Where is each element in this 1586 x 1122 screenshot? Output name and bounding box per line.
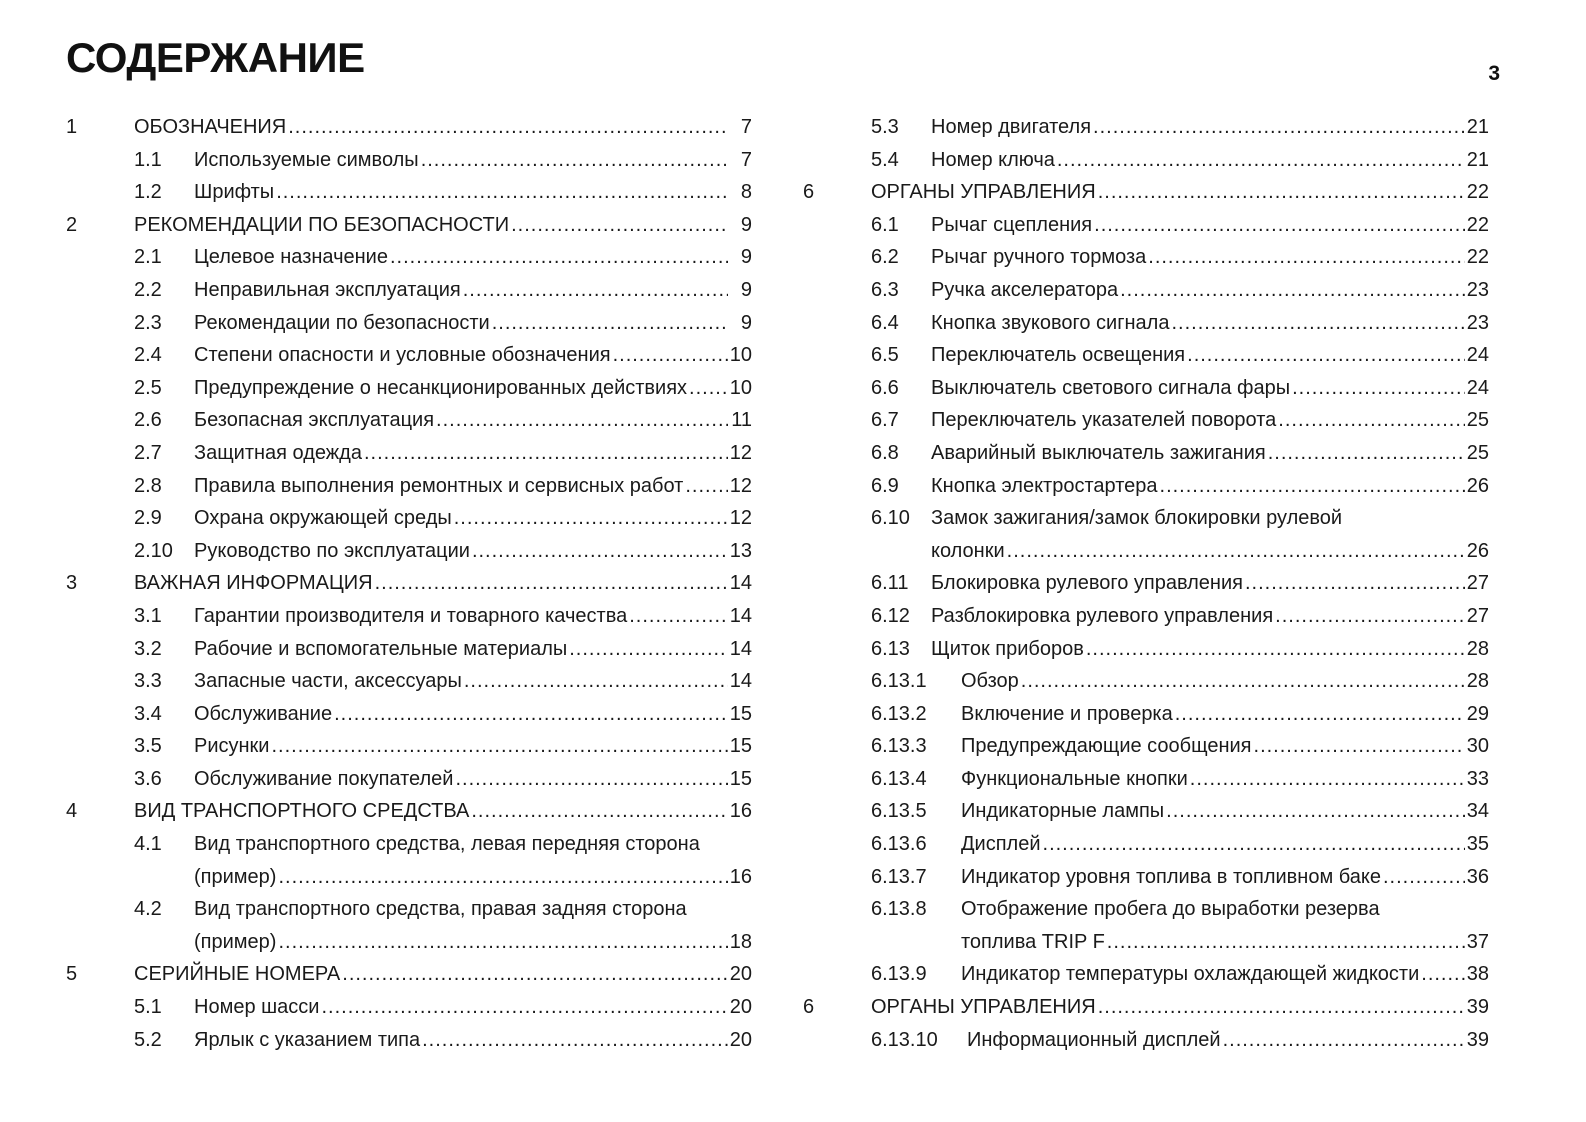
toc-entry-number: 3.6: [134, 767, 162, 790]
toc-entry-label: РЕКОМЕНДАЦИИ ПО БЕЗОПАСНОСТИ: [134, 213, 510, 236]
toc-entry-page: 25: [1466, 441, 1489, 464]
toc-entry-label: Переключатель освещения: [931, 344, 1186, 367]
toc-entry-number: 3.5: [134, 735, 162, 758]
toc-entry-number: 6.13.7: [871, 865, 927, 888]
toc-entry-label: Вид транспортного средства, левая передняя сторона: [194, 833, 700, 856]
toc-entry-number: 4.2: [134, 898, 162, 921]
toc-entry-label: Запасные части, аксессуары: [194, 670, 462, 693]
toc-entry-label: Кнопка звукового сигнала: [931, 311, 1170, 334]
dot-leader: [276, 176, 728, 209]
page-number: 3: [1488, 62, 1500, 85]
dot-leader: [271, 730, 727, 763]
dot-leader: [278, 926, 727, 959]
toc-entry-label: Рисунки: [194, 735, 270, 758]
toc-entry-page: 12: [729, 474, 752, 497]
toc-entry-page: 8: [740, 181, 752, 204]
dot-leader: [464, 665, 728, 698]
toc-entry-page: 22: [1466, 181, 1489, 204]
toc-entry-page: 7: [740, 116, 752, 138]
toc-entry-label: ВАЖНАЯ ИНФОРМАЦИЯ: [134, 572, 373, 595]
toc-entry-label: Правила выполнения ремонтных и сервисных работ: [194, 474, 684, 497]
dot-leader: [390, 241, 728, 274]
toc-entry-number: 2.3: [134, 311, 162, 334]
toc-entry-page: 30: [1466, 735, 1489, 758]
toc-entry-page: 23: [1466, 311, 1489, 334]
dot-leader: [1245, 567, 1465, 600]
dot-leader: [321, 991, 727, 1024]
toc-entry-page: 13: [729, 539, 752, 562]
toc-entry-label: Охрана окружающей среды: [194, 507, 452, 530]
toc-entry-page: 26: [1466, 474, 1489, 497]
dot-leader: [288, 111, 728, 144]
toc-entry-page: 25: [1466, 409, 1489, 432]
toc-entry-page: 27: [1466, 604, 1489, 627]
toc-entry-number: 6: [803, 996, 815, 1019]
toc-entry-label: Безопасная эксплуатация: [194, 409, 435, 432]
toc-entry-label: Шрифты: [194, 181, 275, 204]
dot-leader: [1098, 176, 1465, 209]
dot-leader: [1278, 404, 1464, 437]
toc-entry-label: Обзор: [961, 670, 1019, 693]
toc-entry-number: 6.13.2: [871, 702, 927, 725]
toc-entry-label: Разблокировка рулевого управления: [931, 604, 1274, 627]
dot-leader: [1160, 470, 1465, 503]
toc-entry-label: ВИД ТРАНСПОРТНОГО СРЕДСТВА: [134, 800, 470, 823]
toc-entry-page: 14: [729, 637, 752, 660]
toc-entry-page: 26: [1466, 539, 1489, 562]
toc-entry-label: Руководство по эксплуатации: [194, 539, 470, 562]
toc-entry-label: Индикаторные лампы: [961, 800, 1165, 823]
dot-leader: [1120, 274, 1465, 307]
toc-entry-page: 15: [729, 767, 752, 790]
toc-entry-page: 20: [729, 1028, 752, 1051]
toc-entry-page: 22: [1466, 246, 1489, 269]
toc-entry-label: Индикатор уровня топлива в топливном баке: [961, 865, 1381, 888]
toc-entry-number: 4: [66, 800, 78, 823]
toc-entry-label: топлива TRIP F: [961, 930, 1105, 953]
toc-entry-number: 5.1: [134, 996, 162, 1019]
toc-entry-number: 6.13.10: [871, 1028, 938, 1051]
toc-entry-label: Выключатель светового сигнала фары: [931, 376, 1291, 399]
toc-entry-number: 6.9: [871, 474, 899, 497]
toc-entry-label: Блокировка рулевого управления: [931, 572, 1243, 595]
toc-entry-number: 2.8: [134, 474, 162, 497]
toc-entry-number: 5: [66, 963, 78, 986]
toc-entry-page: 18: [729, 930, 752, 953]
toc-entry-number: 2.2: [134, 278, 162, 301]
toc-entry-label: Функциональные кнопки: [961, 767, 1188, 790]
toc-entry-number: 1.2: [134, 181, 162, 204]
dot-leader: [1057, 144, 1465, 177]
dot-leader: [1166, 795, 1465, 828]
toc-entry-page: 14: [729, 604, 752, 627]
toc-entry-label: Рычаг сцепления: [931, 213, 1093, 236]
toc-entry-label: Рычаг ручного тормоза: [931, 246, 1147, 269]
toc-entry-label: Переключатель указателей поворота: [931, 409, 1277, 432]
dot-leader: [629, 600, 728, 633]
toc-entry-number: 6.2: [871, 246, 899, 269]
toc-entry-label: Включение и проверка: [961, 702, 1173, 725]
toc-entry-page: 10: [729, 344, 752, 367]
toc-entry-page: 39: [1466, 1028, 1489, 1051]
toc-entry-label: Рабочие и вспомогательные материалы: [194, 637, 568, 660]
toc-entry-number: 3.2: [134, 637, 162, 660]
dot-leader: [1254, 730, 1465, 763]
toc-entry-page: 15: [729, 735, 752, 758]
dot-leader: [511, 209, 728, 242]
toc-entry-page: 21: [1466, 148, 1489, 171]
dot-leader: [342, 958, 727, 991]
toc-entry-page: 14: [729, 670, 752, 693]
toc-entry-page: 16: [729, 865, 752, 888]
toc-entry-number: 6.13.3: [871, 735, 927, 758]
dot-leader: [1021, 665, 1465, 698]
toc-entry-number: 5.2: [134, 1028, 162, 1051]
dot-leader: [278, 861, 727, 894]
toc-entry-page: 24: [1466, 376, 1489, 399]
toc-entry-page: 33: [1466, 767, 1489, 790]
toc-entry-label: Степени опасности и условные обозначения: [194, 344, 611, 367]
toc-entry-number: 2.5: [134, 376, 162, 399]
toc-entry-page: 29: [1466, 702, 1489, 725]
toc-entry-number: 6.3: [871, 278, 899, 301]
toc-entry-label: Номер шасси: [194, 996, 320, 1019]
toc-entry-label: колонки: [931, 539, 1005, 562]
dot-leader: [422, 1024, 728, 1057]
toc-entry-number: 2.7: [134, 441, 162, 464]
toc-entry-page: 35: [1466, 833, 1489, 856]
toc-entry-number: 6.10: [871, 507, 910, 530]
toc-entry-page: 14: [729, 572, 752, 595]
dot-leader: [1107, 926, 1465, 959]
toc-entry-page: 23: [1466, 278, 1489, 301]
toc-entry-page: 7: [740, 148, 752, 171]
toc-entry-page: 20: [729, 996, 752, 1019]
toc-entry-page: 34: [1466, 800, 1489, 823]
toc-entry-label: Номер двигателя: [931, 116, 1092, 138]
toc-entry-number: 3: [66, 572, 78, 595]
toc-entry-number: 4.1: [134, 833, 162, 856]
toc-entry-label: Замок зажигания/замок блокировки рулевой: [931, 507, 1343, 530]
toc-entry-number: 6.11: [871, 572, 909, 595]
dot-leader: [1171, 307, 1464, 340]
toc-entry-page: 11: [731, 409, 752, 432]
toc-entry-number: 2.4: [134, 344, 162, 367]
toc-entry-number: 2.1: [134, 246, 162, 269]
toc-entry-label: Обслуживание: [194, 702, 333, 725]
toc-entry-label: Защитная одежда: [194, 441, 362, 464]
toc-entry-label: (пример): [194, 865, 277, 888]
dot-leader: [1421, 958, 1464, 991]
dot-leader: [1043, 828, 1465, 861]
toc-entry-number: 6.6: [871, 376, 899, 399]
toc-entry-number: 2.9: [134, 507, 162, 530]
toc-entry-number: 1.1: [134, 148, 162, 171]
toc-entry-page: 9: [740, 213, 752, 236]
toc-entry-label: Номер ключа: [931, 148, 1055, 171]
toc-entry-page: 39: [1466, 996, 1489, 1019]
dot-leader: [375, 567, 728, 600]
toc-entry-label: Рекомендации по безопасности: [194, 311, 490, 334]
toc-entry-label: Информационный дисплей: [967, 1028, 1221, 1051]
toc-entry-label: Аварийный выключатель зажигания: [931, 441, 1266, 464]
toc-entry-number: 3.4: [134, 702, 162, 725]
dot-leader: [685, 470, 727, 503]
toc-entry-page: 37: [1466, 930, 1489, 953]
toc-entry-label: ОРГАНЫ УПРАВЛЕНИЯ: [871, 181, 1096, 204]
dot-leader: [455, 763, 727, 796]
toc-entry-label: Ярлык с указанием типа: [194, 1028, 421, 1051]
toc-entry-page: 12: [729, 507, 752, 530]
toc-entry-label: Предупреждающие сообщения: [961, 735, 1252, 758]
toc-entry-label: ОРГАНЫ УПРАВЛЕНИЯ: [871, 996, 1096, 1019]
dot-leader: [1175, 698, 1465, 731]
toc-entry-page: 21: [1466, 116, 1489, 138]
dot-leader: [472, 535, 728, 568]
page-title: СОДЕРЖАНИЕ: [66, 34, 365, 81]
dot-leader: [1223, 1024, 1465, 1057]
toc-entry-page: 28: [1466, 637, 1489, 660]
toc-entry-label: Щиток приборов: [931, 637, 1084, 660]
dot-leader: [1094, 209, 1465, 242]
toc-entry-number: 6.13.5: [871, 800, 927, 823]
dot-leader: [1292, 372, 1465, 405]
toc-entry-page: 36: [1466, 865, 1489, 888]
dot-leader: [364, 437, 728, 470]
toc-entry-number: 6.4: [871, 311, 899, 334]
dot-leader: [1268, 437, 1465, 470]
toc-entry-label: (пример): [194, 930, 277, 953]
toc-entry-label: Используемые символы: [194, 148, 419, 171]
toc-entry-label: Отображение пробега до выработки резерва: [961, 898, 1380, 921]
toc-entry-number: 6.13: [871, 637, 910, 660]
toc-entry-label: Кнопка электростартера: [931, 474, 1158, 497]
toc-entry-number: 3.1: [134, 604, 162, 627]
toc-entry-number: 6.13.9: [871, 963, 927, 986]
dot-leader: [1275, 600, 1465, 633]
toc-entry-number: 1: [66, 116, 78, 138]
toc-entry-page: 9: [740, 246, 752, 269]
toc-entry-number: 6.13.4: [871, 767, 927, 790]
toc-entry-label: Целевое назначение: [194, 246, 388, 269]
dot-leader: [1383, 861, 1465, 894]
toc-entry-label: Обслуживание покупателей: [194, 767, 454, 790]
toc-entry-number: 6.1: [871, 213, 899, 236]
dot-leader: [1187, 339, 1465, 372]
toc-entry-number: 6.8: [871, 441, 899, 464]
toc-entry-label: СЕРИЙНЫЕ НОМЕРА: [134, 963, 341, 986]
toc-entry-label: Вид транспортного средства, правая задняя сторона: [194, 898, 687, 921]
toc-entry-number: 6.13.1: [871, 670, 927, 693]
toc-entry-page: 9: [740, 278, 752, 301]
toc-entry-number: 6.5: [871, 344, 899, 367]
dot-leader: [1190, 763, 1465, 796]
dot-leader: [471, 795, 727, 828]
toc-entry-label: Гарантии производителя и товарного качества: [194, 604, 628, 627]
toc-entry-page: 16: [729, 800, 752, 823]
dot-leader: [334, 698, 728, 731]
toc-entry-number: 6.12: [871, 604, 910, 627]
toc-entry-number: 2.10: [134, 539, 173, 562]
toc-entry-label: Предупреждение о несанкционированных действиях: [194, 376, 688, 399]
dot-leader: [421, 144, 728, 177]
dot-leader: [1093, 111, 1465, 144]
toc-entry-number: 5.4: [871, 148, 899, 171]
dot-leader: [492, 307, 728, 340]
dot-leader: [1148, 241, 1464, 274]
dot-leader: [463, 274, 728, 307]
dot-leader: [689, 372, 728, 405]
toc-entry-number: 6: [803, 181, 815, 204]
toc-entry-label: Ручка акселератора: [931, 278, 1119, 301]
toc-entry-page: 20: [729, 963, 752, 986]
dot-leader: [613, 339, 728, 372]
toc-entry-number: 3.3: [134, 670, 162, 693]
toc-entry-number: 6.13.8: [871, 898, 927, 921]
dot-leader: [1086, 633, 1465, 666]
toc-entry-label: Неправильная эксплуатация: [194, 278, 461, 301]
toc-entry-number: 5.3: [871, 116, 899, 138]
toc-entry-label: Дисплей: [961, 833, 1041, 856]
toc-entry-page: 27: [1466, 572, 1489, 595]
toc-entry-page: 24: [1466, 344, 1489, 367]
toc-entry-page: 28: [1466, 670, 1489, 693]
toc-entry-label: ОБОЗНАЧЕНИЯ: [134, 116, 287, 138]
toc-entry-page: 9: [740, 311, 752, 334]
toc-entry-number: 2.6: [134, 409, 162, 432]
dot-leader: [436, 404, 728, 437]
dot-leader: [1098, 991, 1465, 1024]
toc-entry-page: 22: [1466, 213, 1489, 236]
toc-entry-page: 38: [1466, 963, 1489, 986]
toc-entry-page: 15: [729, 702, 752, 725]
toc-entry-label: Индикатор температуры охлаждающей жидкости: [961, 963, 1420, 986]
toc-entry-page: 12: [729, 441, 752, 464]
toc-entry-number: 6.13.6: [871, 833, 927, 856]
toc-entry-number: 2: [66, 213, 78, 236]
toc-entry-page: 10: [729, 376, 752, 399]
dot-leader: [1007, 535, 1465, 568]
dot-leader: [454, 502, 728, 535]
toc-entry-number: 6.7: [871, 409, 899, 432]
dot-leader: [569, 633, 728, 666]
